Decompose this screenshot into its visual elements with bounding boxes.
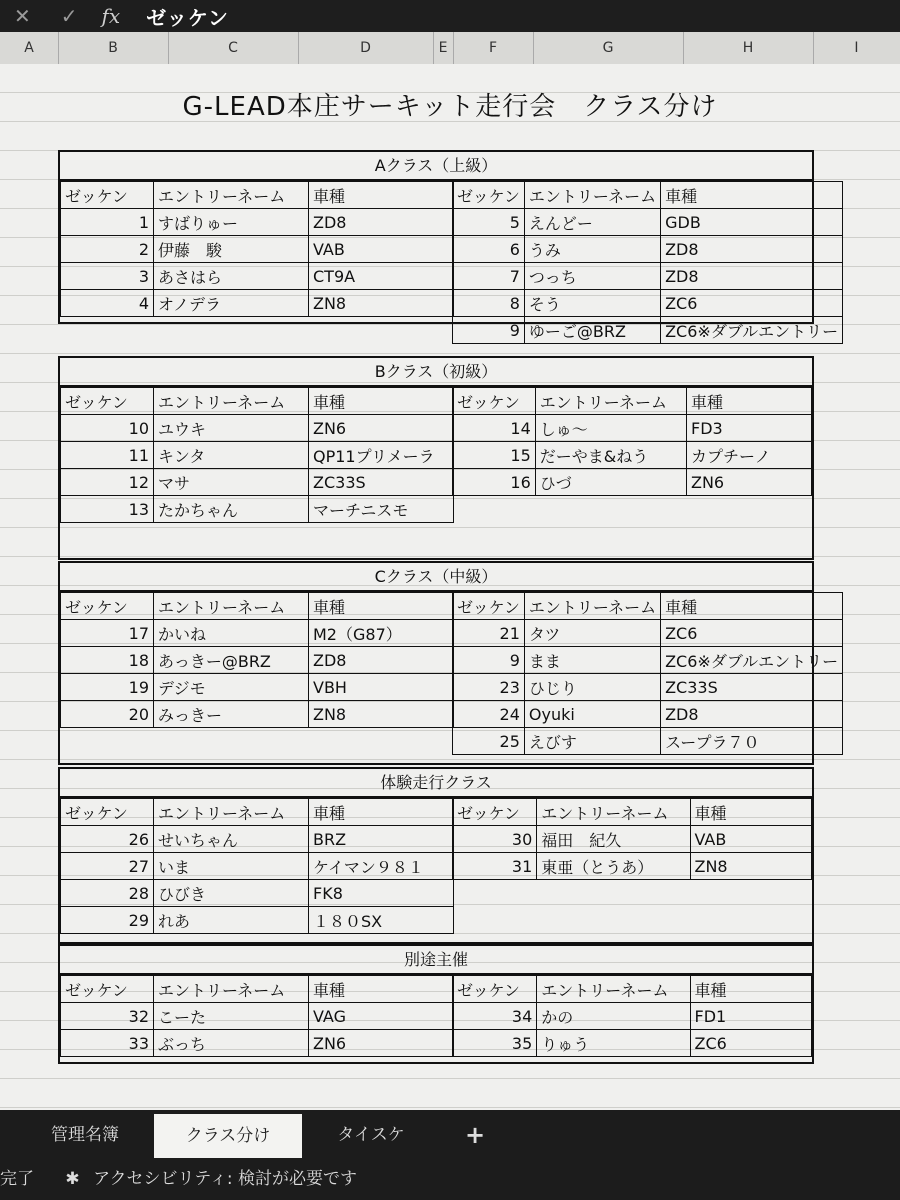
cell-name[interactable]: えんどー <box>524 209 660 236</box>
cell-name[interactable]: あっきー@BRZ <box>154 647 309 674</box>
table-row <box>61 701 454 728</box>
cell-car[interactable]: ZN6 <box>309 1030 454 1057</box>
column-h[interactable]: H <box>683 32 814 64</box>
header-car[interactable]: 車種 <box>309 799 454 826</box>
header-row <box>61 799 454 826</box>
block-b-class <box>58 356 814 560</box>
header-number[interactable]: ゼッケン <box>61 182 154 209</box>
cell-car[interactable]: ZN6 <box>309 415 454 442</box>
header-car[interactable]: 車種 <box>690 976 811 1003</box>
table-row <box>453 701 843 728</box>
cell-car[interactable]: VBH <box>309 674 454 701</box>
header-number[interactable]: ゼッケン <box>61 388 154 415</box>
cell-name[interactable]: デジモ <box>154 674 309 701</box>
table-row <box>61 290 454 317</box>
header-number[interactable]: ゼッケン <box>453 593 525 620</box>
column-i[interactable]: I <box>854 40 859 56</box>
cell-number[interactable]: 30 <box>453 826 537 853</box>
table-row <box>61 209 454 236</box>
cell-car[interactable]: ZC33S <box>309 469 454 496</box>
table-row <box>453 853 812 880</box>
cell-car[interactable]: ZN6 <box>686 469 811 496</box>
table-row <box>61 647 454 674</box>
entry-table-left <box>60 387 454 523</box>
accessibility-icon[interactable]: ✱ <box>65 1169 80 1189</box>
table-row <box>453 620 843 647</box>
header-car[interactable]: 車種 <box>661 593 843 620</box>
block-c-class <box>58 561 839 765</box>
cell-car[interactable]: スープラ７０ <box>661 728 843 755</box>
cell-car[interactable]: ケイマン９８１ <box>309 853 454 880</box>
sheet-tabs <box>0 1110 900 1158</box>
block-title[interactable]: Aクラス（上級） <box>60 152 812 181</box>
status-ready: 完了 <box>0 1169 34 1189</box>
cell-car[interactable]: ZC6 <box>661 290 843 317</box>
column-g[interactable]: G <box>533 32 684 64</box>
table-row <box>61 469 454 496</box>
cell-car[interactable]: BRZ <box>309 826 454 853</box>
cell-number[interactable]: 35 <box>453 1030 537 1057</box>
cell-number[interactable]: 23 <box>453 674 525 701</box>
block-title[interactable]: Bクラス（初級） <box>60 358 812 387</box>
cell-number[interactable]: 26 <box>61 826 154 853</box>
cell-car[interactable]: FD3 <box>686 415 811 442</box>
header-number[interactable]: ゼッケン <box>453 799 537 826</box>
cell-name[interactable]: すばりゅー <box>154 209 309 236</box>
header-row <box>61 182 454 209</box>
table-row <box>61 442 454 469</box>
accessibility-status[interactable]: アクセシビリティ: 検討が必要です <box>93 1169 357 1189</box>
cell-number[interactable]: 19 <box>61 674 154 701</box>
header-row <box>61 593 454 620</box>
cell-name[interactable]: りゅう <box>537 1030 690 1057</box>
header-row <box>453 799 812 826</box>
entry-table-right <box>452 975 812 1057</box>
cell-name[interactable]: つっち <box>524 263 660 290</box>
cell-number[interactable]: 11 <box>61 442 154 469</box>
entry-table-left <box>60 975 454 1057</box>
cell-name[interactable]: Oyuki <box>524 701 660 728</box>
cell-car[interactable]: １８０SX <box>309 907 454 934</box>
block-title[interactable]: Cクラス（中級） <box>60 563 812 592</box>
cell-number[interactable]: 4 <box>61 290 154 317</box>
spreadsheet-grid[interactable] <box>0 64 900 1110</box>
cell-car[interactable]: ZC33S <box>661 674 843 701</box>
cell-number[interactable]: 13 <box>61 496 154 523</box>
table-row <box>61 880 454 907</box>
cell-car[interactable]: GDB <box>661 209 843 236</box>
table-row <box>453 290 843 317</box>
cell-number[interactable]: 29 <box>61 907 154 934</box>
cell-name[interactable]: ひづ <box>535 469 686 496</box>
column-a[interactable]: A <box>0 32 59 64</box>
column-c[interactable]: C <box>168 32 299 64</box>
column-b[interactable]: B <box>58 32 169 64</box>
cell-number[interactable]: 3 <box>61 263 154 290</box>
cell-car[interactable]: ZN8 <box>690 853 812 880</box>
column-f[interactable]: F <box>453 32 534 64</box>
header-car[interactable]: 車種 <box>309 388 454 415</box>
header-row <box>453 388 812 415</box>
cell-number[interactable]: 34 <box>453 1003 537 1030</box>
cell-number[interactable]: 28 <box>61 880 154 907</box>
cell-name[interactable]: まま <box>524 647 660 674</box>
cancel-icon[interactable]: ✕ <box>14 4 31 28</box>
header-car[interactable]: 車種 <box>309 976 454 1003</box>
cell-car[interactable]: ZD8 <box>661 263 843 290</box>
table-row <box>453 1003 812 1030</box>
header-name[interactable]: エントリーネーム <box>537 976 690 1003</box>
cell-car[interactable]: VAG <box>309 1003 454 1030</box>
tab-time-schedule[interactable]: タイスケ <box>337 1125 405 1145</box>
cell-name[interactable]: ゆーご@BRZ <box>524 317 660 344</box>
table-row <box>61 853 454 880</box>
header-number[interactable]: ゼッケン <box>453 182 525 209</box>
cell-number[interactable]: 25 <box>453 728 525 755</box>
table-row <box>61 415 454 442</box>
entry-table-left <box>60 798 454 934</box>
table-row <box>453 236 843 263</box>
entry-table-right <box>452 387 812 496</box>
cell-name[interactable]: みっきー <box>154 701 309 728</box>
entry-table-left <box>60 181 454 317</box>
cell-car[interactable]: ZN8 <box>309 290 454 317</box>
cell-number[interactable]: 5 <box>453 209 525 236</box>
table-row <box>61 907 454 934</box>
table-row <box>453 317 843 344</box>
cell-number[interactable]: 24 <box>453 701 525 728</box>
cell-name[interactable]: いま <box>154 853 309 880</box>
cell-number[interactable]: 1 <box>61 209 154 236</box>
cell-name[interactable]: 伊藤 駿 <box>154 236 309 263</box>
cell-number[interactable]: 15 <box>453 442 536 469</box>
column-d[interactable]: D <box>298 32 434 64</box>
cell-name[interactable]: あさはら <box>154 263 309 290</box>
cell-number[interactable]: 18 <box>61 647 154 674</box>
header-row <box>453 976 812 1003</box>
table-row <box>453 209 843 236</box>
cell-number[interactable]: 21 <box>453 620 525 647</box>
table-row <box>453 263 843 290</box>
entry-table-right <box>452 798 812 880</box>
cell-number[interactable]: 7 <box>453 263 525 290</box>
cell-number[interactable]: 8 <box>453 290 525 317</box>
cell-car[interactable]: ZD8 <box>309 209 454 236</box>
table-row <box>453 674 843 701</box>
add-sheet-button[interactable]: + <box>464 1121 486 1149</box>
header-number[interactable]: ゼッケン <box>453 388 536 415</box>
cell-number[interactable]: 17 <box>61 620 154 647</box>
cell-number[interactable]: 31 <box>453 853 537 880</box>
block-title[interactable]: 別途主催 <box>60 946 812 975</box>
tab-member-list[interactable]: 管理名簿 <box>51 1125 119 1145</box>
cell-car[interactable]: ZN8 <box>309 701 454 728</box>
cell-name[interactable]: 東亜（とうあ） <box>537 853 690 880</box>
entry-table-right <box>452 592 843 755</box>
cell-name[interactable]: そう <box>524 290 660 317</box>
cell-name[interactable]: せいちゃん <box>154 826 309 853</box>
header-row <box>453 182 843 209</box>
header-number[interactable]: ゼッケン <box>61 976 154 1003</box>
cell-number[interactable]: 14 <box>453 415 536 442</box>
cell-name[interactable]: マサ <box>154 469 309 496</box>
cell-name[interactable]: タツ <box>524 620 660 647</box>
cell-car[interactable]: CT9A <box>309 263 454 290</box>
cell-car[interactable]: カプチーノ <box>686 442 811 469</box>
cell-name[interactable]: しゅ～ <box>535 415 686 442</box>
cell-name[interactable]: れあ <box>154 907 309 934</box>
cell-car[interactable]: ZC6 <box>661 620 843 647</box>
table-row <box>61 1003 454 1030</box>
cell-car[interactable]: ZC6 <box>690 1030 811 1057</box>
cell-number[interactable]: 12 <box>61 469 154 496</box>
cell-name[interactable]: だーやま&ねう <box>535 442 686 469</box>
cell-number[interactable]: 9 <box>453 317 525 344</box>
cell-car[interactable]: QP11プリメーラ <box>309 442 454 469</box>
header-car[interactable]: 車種 <box>686 388 811 415</box>
header-row <box>61 976 454 1003</box>
table-row <box>453 415 812 442</box>
block-title[interactable]: 体験走行クラス <box>60 769 812 798</box>
confirm-icon[interactable]: ✓ <box>60 4 78 28</box>
cell-car[interactable]: ZD8 <box>661 701 843 728</box>
cell-number[interactable]: 32 <box>61 1003 154 1030</box>
entry-table-right <box>452 181 843 344</box>
cell-name[interactable]: ひじり <box>524 674 660 701</box>
cell-name[interactable]: うみ <box>524 236 660 263</box>
cell-name[interactable]: ひびき <box>154 880 309 907</box>
header-name[interactable]: エントリーネーム <box>524 182 660 209</box>
header-name[interactable]: エントリーネーム <box>154 799 309 826</box>
cell-name[interactable]: かいね <box>154 620 309 647</box>
table-row <box>61 620 454 647</box>
header-row <box>453 593 843 620</box>
cell-car[interactable]: VAB <box>309 236 454 263</box>
function-icon[interactable]: fx <box>101 4 121 28</box>
header-name[interactable]: エントリーネーム <box>537 799 690 826</box>
header-car[interactable]: 車種 <box>690 799 812 826</box>
cell-name[interactable]: こーた <box>154 1003 309 1030</box>
table-row <box>453 826 812 853</box>
table-row <box>453 728 843 755</box>
table-row <box>453 647 843 674</box>
entry-table-left <box>60 592 454 728</box>
header-car[interactable]: 車種 <box>309 593 454 620</box>
tab-class-split[interactable]: クラス分け <box>154 1114 302 1158</box>
formula-bar <box>0 0 900 32</box>
cell-number[interactable]: 20 <box>61 701 154 728</box>
header-name[interactable]: エントリーネーム <box>154 182 309 209</box>
header-number[interactable]: ゼッケン <box>61 799 154 826</box>
table-row <box>453 469 812 496</box>
block-a-class <box>58 150 839 341</box>
cell-name[interactable]: ぶっち <box>154 1030 309 1057</box>
header-name[interactable]: エントリーネーム <box>535 388 686 415</box>
cell-name[interactable]: 福田 紀久 <box>537 826 690 853</box>
sheet-title[interactable]: G-LEAD本庄サーキット走行会 クラス分け <box>182 92 718 122</box>
header-name[interactable]: エントリーネーム <box>154 593 309 620</box>
formula-input[interactable]: ゼッケン <box>146 5 229 30</box>
cell-car[interactable]: ZD8 <box>661 236 843 263</box>
header-name[interactable]: エントリーネーム <box>154 976 309 1003</box>
table-row <box>453 442 812 469</box>
cell-car[interactable]: ZC6※ダブルエントリー <box>661 647 843 674</box>
status-bar <box>0 1158 900 1200</box>
cell-number[interactable]: 6 <box>453 236 525 263</box>
header-name[interactable]: エントリーネーム <box>154 388 309 415</box>
cell-name[interactable]: たかちゃん <box>154 496 309 523</box>
column-header <box>0 32 900 65</box>
table-row <box>61 674 454 701</box>
header-row <box>61 388 454 415</box>
cell-car[interactable]: ZC6※ダブルエントリー <box>661 317 843 344</box>
block-trial-class <box>58 767 814 944</box>
header-name[interactable]: エントリーネーム <box>524 593 660 620</box>
header-car[interactable]: 車種 <box>661 182 843 209</box>
cell-number[interactable]: 33 <box>61 1030 154 1057</box>
cell-car[interactable]: マーチニスモ <box>309 496 454 523</box>
cell-number[interactable]: 27 <box>61 853 154 880</box>
cell-name[interactable]: オノデラ <box>154 290 309 317</box>
cell-number[interactable]: 2 <box>61 236 154 263</box>
cell-car[interactable]: FK8 <box>309 880 454 907</box>
cell-car[interactable]: FD1 <box>690 1003 811 1030</box>
column-e[interactable]: E <box>433 32 454 64</box>
table-row <box>453 1030 812 1057</box>
table-row <box>61 1030 454 1057</box>
table-row <box>61 236 454 263</box>
cell-name[interactable]: えびす <box>524 728 660 755</box>
table-row <box>61 263 454 290</box>
cell-name[interactable]: キンタ <box>154 442 309 469</box>
cell-number[interactable]: 16 <box>453 469 536 496</box>
cell-car[interactable]: VAB <box>690 826 812 853</box>
block-separate-host <box>58 944 814 1064</box>
header-number[interactable]: ゼッケン <box>453 976 537 1003</box>
table-row <box>61 496 454 523</box>
cell-name[interactable]: かの <box>537 1003 690 1030</box>
cell-number[interactable]: 10 <box>61 415 154 442</box>
cell-car[interactable]: ZD8 <box>309 647 454 674</box>
table-row <box>61 826 454 853</box>
cell-name[interactable]: ユウキ <box>154 415 309 442</box>
cell-car[interactable]: M2（G87） <box>309 620 454 647</box>
cell-number[interactable]: 9 <box>453 647 525 674</box>
header-car[interactable]: 車種 <box>309 182 454 209</box>
header-number[interactable]: ゼッケン <box>61 593 154 620</box>
